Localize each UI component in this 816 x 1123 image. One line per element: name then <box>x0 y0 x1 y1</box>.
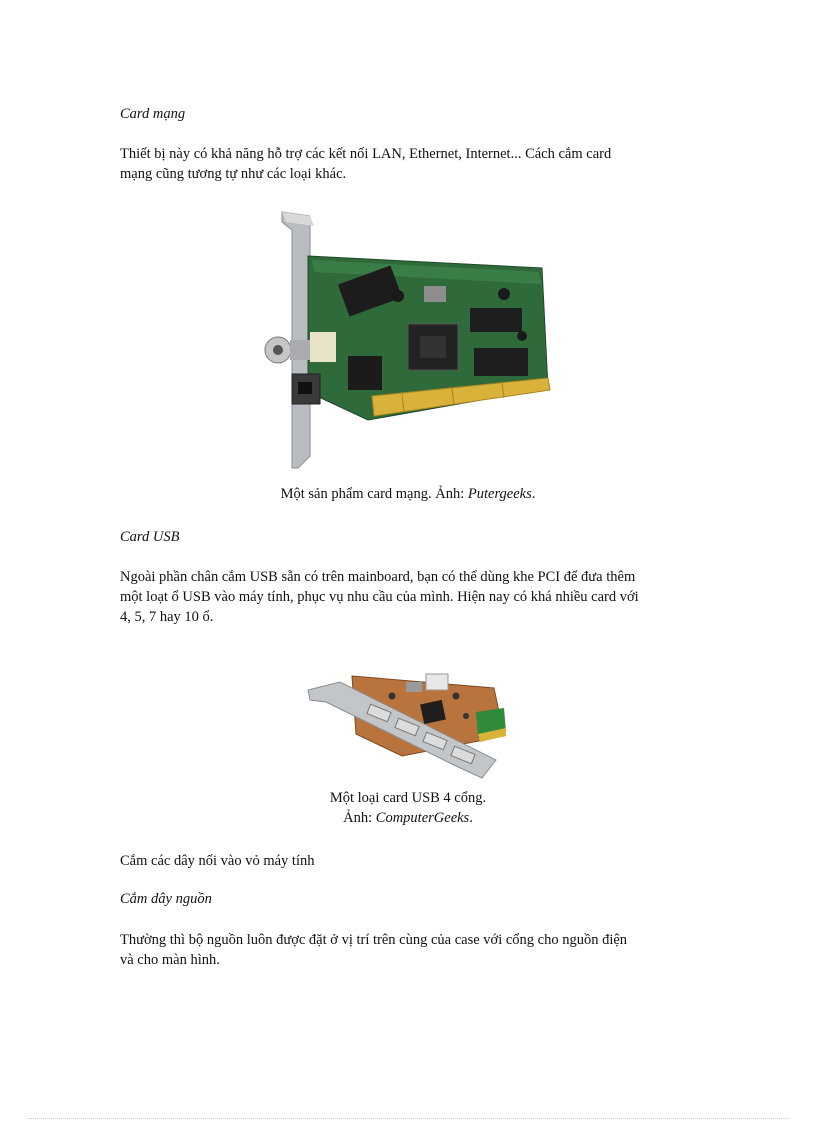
usb-card-paragraph-line-1: Ngoài phần chân cắm USB sẵn có trên mainboard, bạn có thể dùng khe PCI để đưa thêm <box>120 569 636 585</box>
power-paragraph-line-1: Thường thì bộ nguồn luôn được đặt ở vị trí trên cùng của case với cổng cho nguồn điện <box>120 932 628 948</box>
capacitor <box>453 693 460 700</box>
bnc-mount <box>310 332 336 362</box>
usb-card-image <box>306 656 512 780</box>
section-heading-power-cable: Cắm dây nguồn <box>120 891 212 907</box>
capacitor <box>389 693 396 700</box>
power-paragraph-line-2: và cho màn hình. <box>120 952 220 968</box>
capacitor <box>517 331 527 341</box>
usb-card-paragraph-line-3: 4, 5, 7 hay 10 ổ. <box>120 609 214 625</box>
caption-source: ComputerGeeks <box>375 810 470 826</box>
network-card-paragraph-line-2: mạng cũng tương tự như các loại khác. <box>120 166 347 182</box>
section-heading-network-card: Card mạng <box>120 106 186 122</box>
rj45-socket <box>298 382 312 394</box>
case-connection-paragraph: Cắm các dây nối vào vỏ máy tính <box>120 853 315 869</box>
power-connector <box>426 674 448 690</box>
network-card-image <box>252 206 552 476</box>
usb-card-caption-line-1: Một loại card USB 4 cổng. <box>329 790 487 806</box>
network-card-caption: Một sản phẩm card mạng. Ảnh: Putergeeks. <box>280 486 536 502</box>
caption-source: Putergeeks <box>467 486 532 502</box>
memory-chip <box>474 348 528 376</box>
network-card-paragraph-line-1: Thiết bị này có khả năng hỗ trợ các kết nối LAN, Ethernet, Internet... Cách cắm card <box>120 146 612 162</box>
capacitor <box>392 290 404 302</box>
internal-usb-header <box>406 682 422 692</box>
small-chip <box>348 356 382 390</box>
capacitor <box>498 288 510 300</box>
capacitor <box>463 713 469 719</box>
section-heading-usb-card: Card USB <box>120 529 180 545</box>
usb-card-caption-line-2: Ảnh: ComputerGeeks. <box>343 810 473 826</box>
crystal <box>424 286 446 302</box>
page-bottom-rule <box>28 1118 788 1119</box>
eeprom-chip <box>470 308 522 332</box>
bnc-core <box>273 345 283 355</box>
usb-card-paragraph-line-2: một loạt ổ USB vào máy tính, phục vụ nhu cầu của mình. Hiện nay có khá nhiều card với <box>120 589 639 605</box>
chip-label <box>420 336 446 358</box>
